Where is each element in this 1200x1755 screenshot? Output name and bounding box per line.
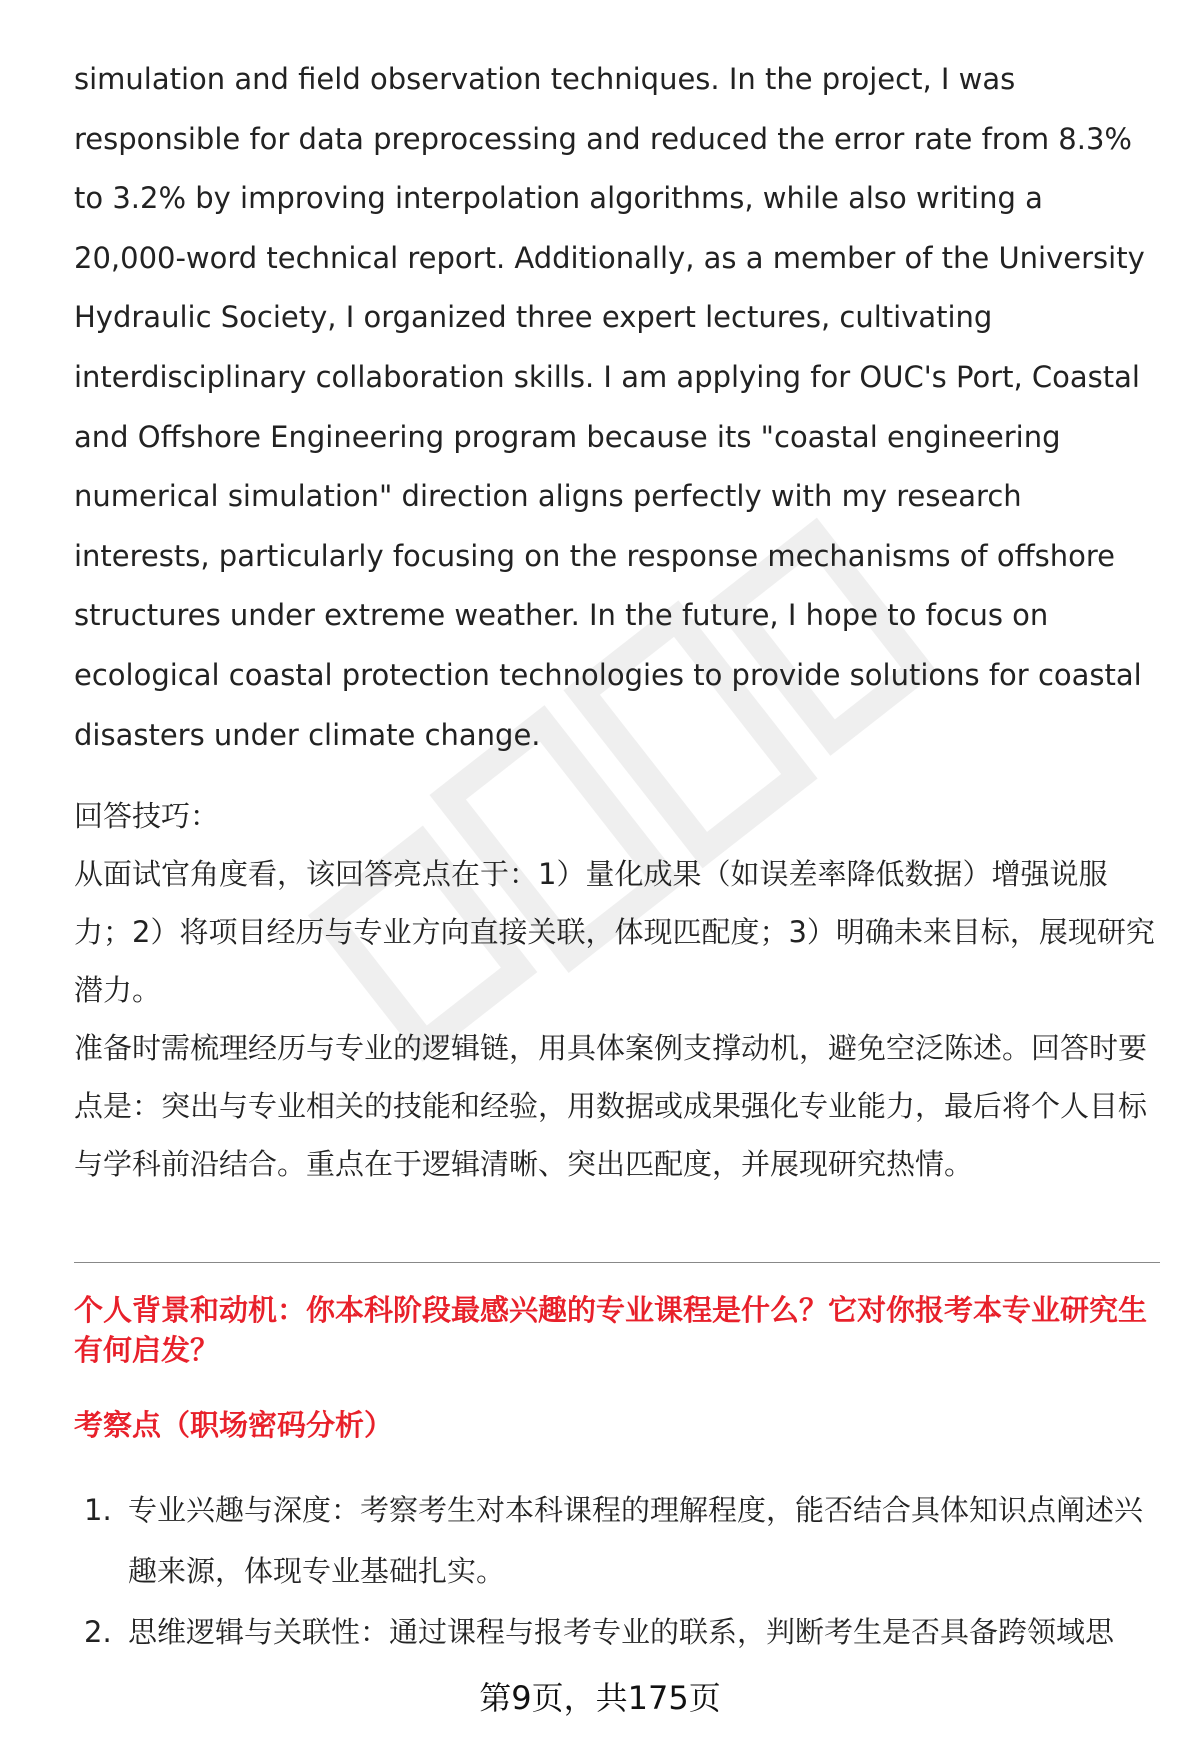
analysis-list [74,1480,1160,1663]
list-item-text: 思维逻辑与关联性：通过课程与报考专业的联系，判断考生是否具备跨领域思 [128,1615,1115,1649]
list-item [74,1602,1160,1663]
page-number-footer: 第9页，共175页 [479,1679,721,1717]
tips-paragraph-1: 从面试官角度看，该回答亮点在于：1）量化成果（如误差率降低数据）增强说服力；2）将项目经历与专业方向直接关联，体现匹配度；3）明确未来目标，展现研究潜力。 [74,857,1155,1008]
body-paragraph: simulation and field observation techniques. In the project, I was responsible for data preprocessing and reduced the error rate from 8.3% to 3.2% by improving interpolation algorithms, while also writing a 20,000-word technical report. Additionally, as a member of the University Hydraulic Society, I organized three expert lectures, cultivating interdisciplinary collaboration skills. I am applying for OUC's Port, Coastal and Offshore Engineering program because its "coastal engineering numerical simulation" direction aligns perfectly with my research interests, particularly focusing on the response mechanisms of offshore structures under extreme weather. In the future, I hope to focus on ecological coastal protection technologies to provide solutions for coastal disasters under climate change. [74,62,1145,752]
analysis-heading: 考察点（职场密码分析） [74,1408,394,1442]
list-item-number: 1. [84,1493,112,1527]
tips-label: 回答技巧： [74,799,220,834]
section-divider [74,1262,1160,1263]
answer-tips [74,787,1160,1193]
list-item-number: 2. [84,1615,112,1649]
list-item [74,1480,1160,1602]
list-item-text: 专业兴趣与深度：考察考生对本科课程的理解程度，能否结合具体知识点阐述兴趣来源，体现专业基础扎实。 [128,1493,1144,1588]
document-page [74,50,1160,1193]
tips-paragraph-2: 准备时需梳理经历与专业的逻辑链，用具体案例支撑动机，避免空泛陈述。回答时要点是：突出与专业相关的技能和经验，用数据或成果强化专业能力，最后将个人目标与学科前沿结合。重点在于逻辑清晰、突出匹配度，并展现研究热情。 [74,1031,1148,1182]
question-heading: 个人背景和动机：你本科阶段最感兴趣的专业课程是什么？它对你报考本专业研究生有何启发？ [74,1293,1148,1367]
